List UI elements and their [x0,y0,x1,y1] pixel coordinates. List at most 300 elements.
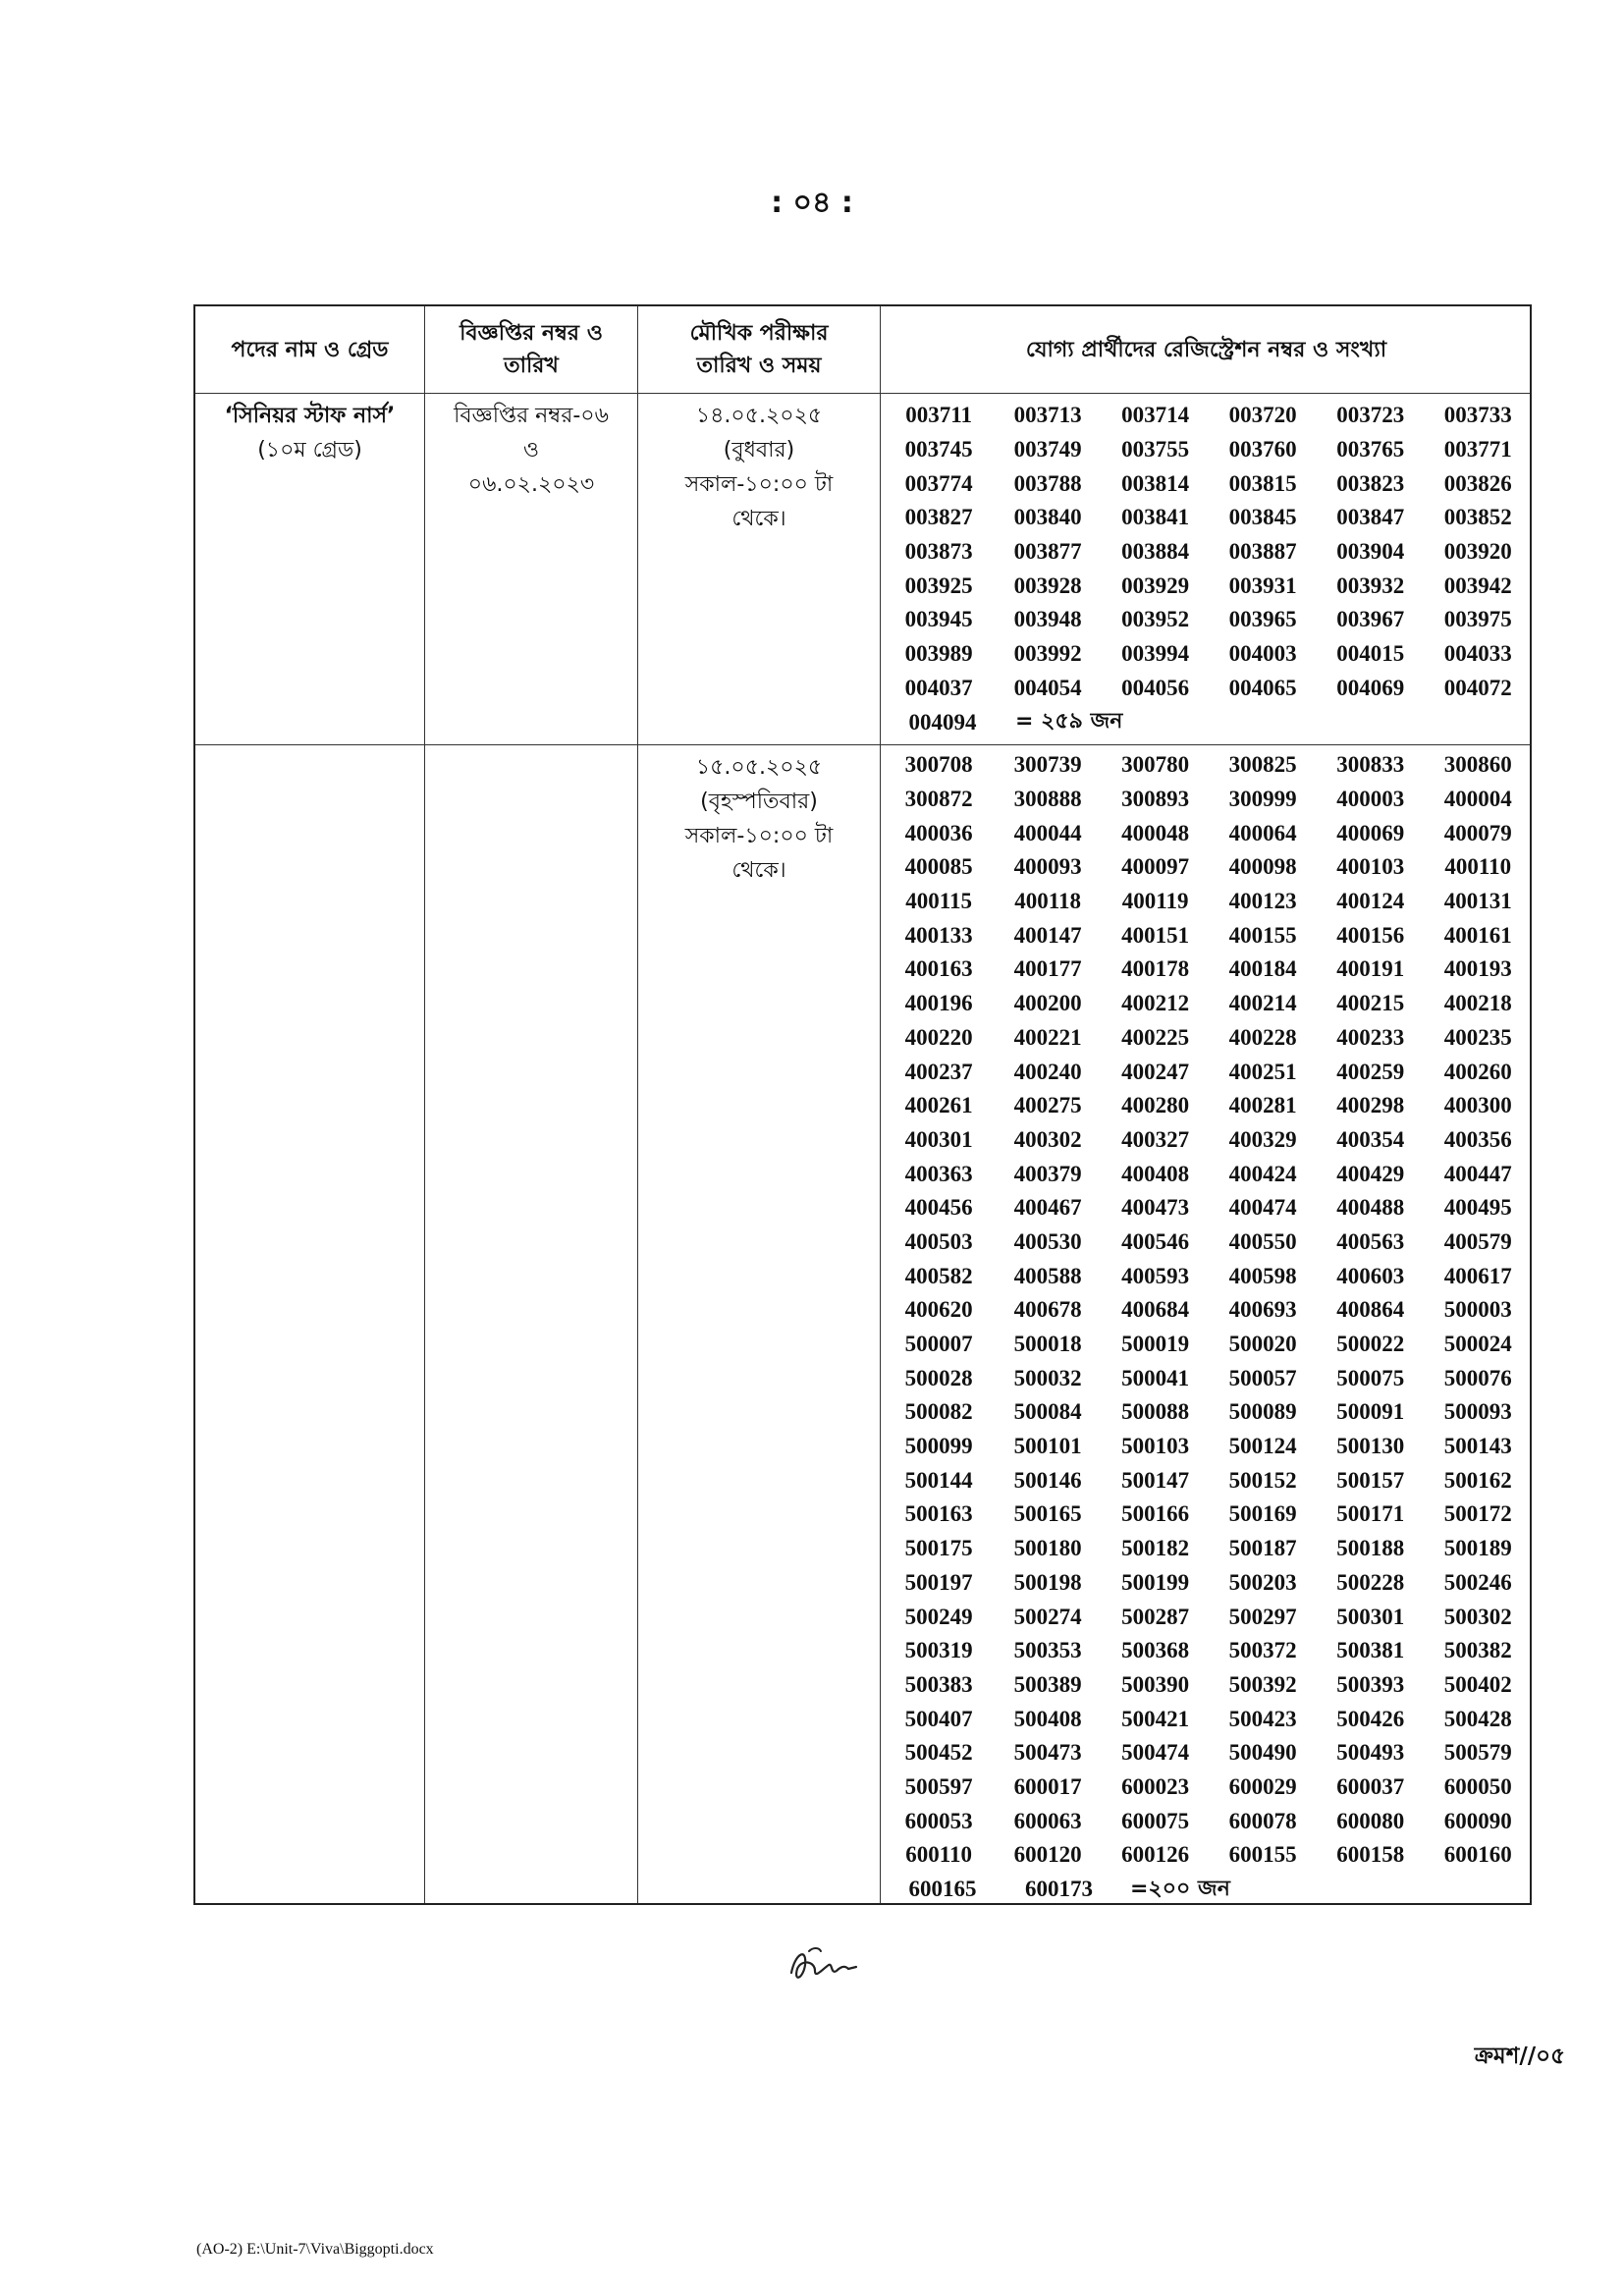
registration-number: 003989 [904,641,973,667]
registration-row [884,569,1532,603]
registration-number: 600037 [1336,1773,1405,1799]
registration-number: 400240 [1013,1059,1082,1084]
registration-number: 003952 [1121,607,1190,632]
registration-number: 400298 [1336,1093,1405,1118]
registration-number: 600080 [1336,1808,1405,1833]
registration-number: 500162 [1443,1467,1512,1493]
registration-number: 500082 [904,1399,973,1425]
registration-number: 004094 [908,709,977,735]
registration-row [884,1021,1532,1056]
registration-number: 500180 [1013,1536,1082,1561]
registration-number: 400474 [1228,1195,1297,1221]
viva-date: ১৪.০৫.২০২৫ [695,404,823,428]
registration-number: 300739 [1013,752,1082,778]
registration-number: 500093 [1443,1399,1512,1425]
registration-number: 003948 [1013,607,1082,632]
registration-number: 600126 [1121,1842,1190,1868]
file-path-footer: (AO-2) E:\Unit-7\Viva\Biggopti.docx [196,2241,434,2258]
registration-number: 500007 [904,1332,973,1357]
registration-number: 600090 [1443,1808,1512,1833]
registration-number: 500088 [1121,1399,1190,1425]
registration-number: 400429 [1336,1161,1405,1186]
registration-number: 500172 [1443,1501,1512,1527]
registration-number: 300833 [1336,752,1405,778]
registration-number: 400424 [1228,1161,1297,1186]
registration-number: 400147 [1013,922,1082,948]
registration-number: 500089 [1228,1399,1297,1425]
registration-number: 003925 [904,572,973,598]
registration-number: 400110 [1444,854,1512,880]
registration-number: 004033 [1443,641,1512,667]
registration-number: 500393 [1336,1671,1405,1697]
registration-number: 003928 [1013,572,1082,598]
registration-number: 500297 [1228,1604,1297,1629]
registration-number: 003965 [1228,607,1297,632]
registration-number: 003873 [904,539,973,565]
registration-number: 003826 [1443,470,1512,496]
registration-number: 400115 [905,889,973,914]
viva-from: থেকে। [731,507,786,531]
registration-number: 400579 [1443,1228,1512,1254]
registration-number: 600173 [1025,1877,1093,1902]
viva-from: থেকে। [731,858,786,883]
registration-number: 400354 [1336,1126,1405,1152]
registration-number: 003994 [1121,641,1190,667]
registration-number: 400221 [1013,1024,1082,1050]
registration-number: 400617 [1443,1263,1512,1288]
registration-number: 400048 [1121,820,1190,845]
viva-session-2 [638,750,880,888]
registration-number: 400302 [1013,1126,1082,1152]
registration-number: 500452 [904,1740,973,1766]
registration-number: 500423 [1228,1706,1297,1731]
registration-row [884,433,1532,467]
registration-row [884,1463,1532,1498]
registration-number: 004037 [904,675,973,700]
registration-number: 003884 [1121,539,1190,565]
registration-number: 400156 [1336,922,1405,948]
registration-number: 003877 [1013,539,1082,565]
registration-number: 500163 [904,1501,973,1527]
registration-row [884,1157,1532,1191]
registration-number: 003904 [1336,539,1405,565]
registration-number: 300888 [1013,787,1082,812]
registration-row [884,705,1532,739]
registration-number: 003852 [1443,505,1512,530]
registration-number: 004015 [1336,641,1405,667]
registration-number: 400495 [1443,1195,1512,1221]
registration-number: 400473 [1121,1195,1190,1221]
registration-number: 500143 [1443,1434,1512,1459]
registration-row [884,1089,1532,1123]
registration-number: 500402 [1443,1671,1512,1697]
registration-number: 400235 [1443,1024,1512,1050]
registration-row [884,466,1532,501]
registration-number: 003841 [1121,505,1190,530]
registration-number: 600158 [1336,1842,1405,1868]
registration-number: 500473 [1013,1740,1082,1766]
registration-number: 400098 [1228,854,1297,880]
registration-number: 400200 [1013,991,1082,1016]
registration-number: 400447 [1443,1161,1512,1186]
registration-number: 400155 [1228,922,1297,948]
registration-row [884,1498,1532,1532]
registration-number: 500020 [1228,1332,1297,1357]
registration-number: 500091 [1336,1399,1405,1425]
registration-row [884,1770,1532,1805]
registration-number: 400103 [1336,854,1405,880]
registration-number: 400151 [1121,922,1190,948]
registration-list-session-1 [884,399,1532,739]
registration-row [884,885,1532,919]
registration-number: 500426 [1336,1706,1405,1731]
registration-number: 003920 [1443,539,1512,565]
registration-number: 400133 [904,922,973,948]
registration-number: 003749 [1013,437,1082,463]
registration-number: 300780 [1121,752,1190,778]
page-number: : ০৪ : [771,186,853,220]
registration-number: 600155 [1228,1842,1297,1868]
registration-number: 400003 [1336,787,1405,812]
registration-number: 500169 [1228,1501,1297,1527]
registration-number: 003771 [1443,437,1512,463]
registration-number: 300999 [1228,787,1297,812]
registration-number: 400598 [1228,1263,1297,1288]
registration-number: 400280 [1121,1093,1190,1118]
registration-number: 500041 [1121,1365,1190,1390]
registration-number: 500421 [1121,1706,1190,1731]
registration-number: 500198 [1013,1569,1082,1595]
registration-number: 400546 [1121,1228,1190,1254]
registration-number: 003714 [1121,403,1190,428]
registration-number: 600023 [1121,1773,1190,1799]
registration-number: 500003 [1443,1297,1512,1323]
registration-number: 500407 [904,1706,973,1731]
registration-number: 400582 [904,1263,973,1288]
registration-number: 500389 [1013,1671,1082,1697]
header-divider [195,393,1530,394]
registration-number: 400467 [1013,1195,1082,1221]
registration-number: 500197 [904,1569,973,1595]
registration-number: 003932 [1336,572,1405,598]
viva-session-1 [638,399,880,536]
viva-date: ১৫.০৫.২০২৫ [695,755,823,780]
registration-number: 003814 [1121,470,1190,496]
registration-row [884,1838,1532,1873]
registration-row [884,1191,1532,1226]
registration-number: 600053 [904,1808,973,1833]
registration-number: 003931 [1228,572,1297,598]
registration-number: 500249 [904,1604,973,1629]
registration-number: 003720 [1228,403,1297,428]
registration-number: 400123 [1228,889,1297,914]
notice-number: বিজ্ঞপ্তির নম্বর-০৬ [454,404,609,428]
registration-number: 500024 [1443,1332,1512,1357]
registration-number: 500147 [1121,1467,1190,1493]
registration-row [884,1055,1532,1089]
registration-number: 500032 [1013,1365,1082,1390]
registration-number: 400069 [1336,820,1405,845]
column-divider [424,306,425,1903]
registration-number: 003942 [1443,572,1512,598]
registration-number: 300708 [904,752,973,778]
registration-number: 500301 [1336,1604,1405,1629]
registration-number: 500368 [1121,1638,1190,1663]
registration-number: 400131 [1443,889,1512,914]
registration-number: 500189 [1443,1536,1512,1561]
registration-row [884,918,1532,953]
notice-and: ও [522,438,540,463]
registration-row [884,1600,1532,1634]
post-name [195,399,424,467]
column-divider [880,306,881,1903]
registration-number: 400260 [1443,1059,1512,1084]
registration-number: 500287 [1121,1604,1190,1629]
registration-number: 500353 [1013,1638,1082,1663]
registration-number: 400220 [904,1024,973,1050]
registration-number: 400177 [1013,956,1082,982]
registration-row [884,1702,1532,1736]
registration-number: 400408 [1121,1161,1190,1186]
registration-row [884,850,1532,885]
registration-number: 400550 [1228,1228,1297,1254]
registration-number: 003723 [1336,403,1405,428]
registration-number: 003755 [1121,437,1190,463]
registration-number: 400301 [904,1126,973,1152]
column-divider [637,306,638,1903]
registration-row [884,1328,1532,1362]
registration-number: 500084 [1013,1399,1082,1425]
registration-number: 400563 [1336,1228,1405,1254]
registration-row [884,637,1532,672]
registration-number: 500171 [1336,1501,1405,1527]
registration-number: 400251 [1228,1059,1297,1084]
viva-day: (বৃহস্পতিবার) [700,790,818,814]
registration-number: 003745 [904,437,973,463]
registration-number: 400161 [1443,922,1512,948]
header-candidates: যোগ্য প্রার্থীদের রেজিস্ট্রেশন নম্বর ও সংখ্যা [1025,337,1387,362]
registration-row [884,1804,1532,1838]
registration-number: 400097 [1121,854,1190,880]
registration-number: 600160 [1443,1842,1512,1868]
registration-number: 400193 [1443,956,1512,982]
registration-number: 400233 [1336,1024,1405,1050]
viva-time: সকাল-১০:০০ টা [684,824,834,848]
registration-number: 400004 [1443,787,1512,812]
registration-number: 500493 [1336,1740,1405,1766]
post-title: ‘সিনিয়র স্টাফ নার্স’ [224,404,396,428]
registration-number: 500274 [1013,1604,1082,1629]
registration-row [884,1293,1532,1328]
registration-number: 600110 [905,1842,973,1868]
registration-row [884,603,1532,637]
registration-row [884,399,1532,433]
registration-row [884,1361,1532,1395]
registration-number: 500018 [1013,1332,1082,1357]
registration-number: 300825 [1228,752,1297,778]
registration-number: 400178 [1121,956,1190,982]
registration-number: 500392 [1228,1671,1297,1697]
registration-row [884,953,1532,987]
registration-number: 600165 [908,1877,977,1902]
registration-number: 400593 [1121,1263,1190,1288]
registration-number: 003823 [1336,470,1405,496]
registration-number: 400184 [1228,956,1297,982]
registration-number: 500165 [1013,1501,1082,1527]
registration-number: 003827 [904,505,973,530]
registration-row [884,783,1532,817]
registration-row [884,1873,1532,1907]
registration-number: 500203 [1228,1569,1297,1595]
registration-number: 400085 [904,854,973,880]
registration-number: 400036 [904,820,973,845]
registration-number: 400864 [1336,1297,1405,1323]
registration-number: 400456 [904,1195,973,1221]
registration-list-session-2 [884,748,1532,1906]
registration-number: 400329 [1228,1126,1297,1152]
registration-number: 400044 [1013,820,1082,845]
registration-number: 300893 [1121,787,1190,812]
registration-row [884,501,1532,535]
registration-number: 400356 [1443,1126,1512,1152]
registration-number: 003967 [1336,607,1405,632]
registration-number: 500428 [1443,1706,1512,1731]
registration-number: 003840 [1013,505,1082,530]
registration-number: 400588 [1013,1263,1082,1288]
registration-number: 500076 [1443,1365,1512,1390]
registration-number: 400228 [1228,1024,1297,1050]
registration-number: 500199 [1121,1569,1190,1595]
registration-number: 500579 [1443,1740,1512,1766]
viva-day: (বুধবার) [723,438,795,463]
registration-number: 500101 [1013,1434,1082,1459]
registration-number: 500166 [1121,1501,1190,1527]
registration-row [884,1123,1532,1158]
registration-number: 003788 [1013,470,1082,496]
continued-marker: ক্রমশ//০৫ [1474,2043,1565,2069]
registration-number: 400118 [1014,889,1081,914]
registration-number: 300872 [904,787,973,812]
signature [785,1939,874,1988]
registration-number: 500103 [1121,1434,1190,1459]
registration-number: 400064 [1228,820,1297,845]
registration-number: 500302 [1443,1604,1512,1629]
registration-number: 003774 [904,470,973,496]
session-divider [195,744,1530,745]
registration-number: 400261 [904,1093,973,1118]
registration-number: 003760 [1228,437,1297,463]
registration-number: 500057 [1228,1365,1297,1390]
registration-number: 400684 [1121,1297,1190,1323]
registration-number: 400212 [1121,991,1190,1016]
registration-number: 400218 [1443,991,1512,1016]
registration-row [884,748,1532,783]
registration-number: 500075 [1336,1365,1405,1390]
registration-row [884,1226,1532,1260]
registration-number: 400259 [1336,1059,1405,1084]
registration-number: 400237 [904,1059,973,1084]
registration-number: 400620 [904,1297,973,1323]
registration-number: 400327 [1121,1126,1190,1152]
registration-number: 400225 [1121,1024,1190,1050]
registration-row [884,1566,1532,1601]
registration-number: 400678 [1013,1297,1082,1323]
registration-row [884,1430,1532,1464]
registration-number: 500382 [1443,1638,1512,1663]
candidate-table [193,304,1532,1905]
registration-number: 400530 [1013,1228,1082,1254]
registration-number: 500383 [904,1671,973,1697]
registration-number: 400693 [1228,1297,1297,1323]
registration-row [884,1736,1532,1770]
header-post: পদের নাম ও গ্রেড [231,337,389,362]
registration-number: 500390 [1121,1671,1190,1697]
registration-number: 400503 [904,1228,973,1254]
registration-number: 500188 [1336,1536,1405,1561]
registration-number: 400119 [1121,889,1189,914]
registration-number: 500474 [1121,1740,1190,1766]
registration-number: 003815 [1228,470,1297,496]
registration-number: 004056 [1121,675,1190,700]
registration-number: 500597 [904,1773,973,1799]
registration-number: 400281 [1228,1093,1297,1118]
notice-info [425,399,637,502]
registration-number: 600063 [1013,1808,1082,1833]
registration-number: 400379 [1013,1161,1082,1186]
registration-number: 500372 [1228,1638,1297,1663]
registration-number: 600075 [1121,1808,1190,1833]
registration-number: 400215 [1336,991,1405,1016]
registration-number: 004072 [1443,675,1512,700]
post-grade: (১০ম গ্রেড) [257,438,362,463]
registration-number: 500381 [1336,1638,1405,1663]
registration-number: 500144 [904,1467,973,1493]
registration-number: 400275 [1013,1093,1082,1118]
registration-number: 003992 [1013,641,1082,667]
registration-number: 500028 [904,1365,973,1390]
registration-number: 003887 [1228,539,1297,565]
registration-number: 500182 [1121,1536,1190,1561]
registration-number: 400363 [904,1161,973,1186]
registration-number: 500187 [1228,1536,1297,1561]
registration-number: 500490 [1228,1740,1297,1766]
registration-number: 003845 [1228,505,1297,530]
registration-number: 500408 [1013,1706,1082,1731]
registration-number: 600078 [1228,1808,1297,1833]
registration-number: 003945 [904,607,973,632]
registration-row [884,1532,1532,1566]
registration-number: 500157 [1336,1467,1405,1493]
registration-number: 003733 [1443,403,1512,428]
registration-number: 004065 [1228,675,1297,700]
registration-row [884,1395,1532,1430]
registration-number: 003975 [1443,607,1512,632]
registration-number: 003929 [1121,572,1190,598]
registration-number: 500319 [904,1638,973,1663]
registration-number: 500022 [1336,1332,1405,1357]
registration-number: 004003 [1228,641,1297,667]
registration-number: 004069 [1336,675,1405,700]
registration-number: 500130 [1336,1434,1405,1459]
registration-number: 400124 [1336,889,1405,914]
registration-number: 400196 [904,991,973,1016]
registration-row [884,535,1532,570]
registration-number: 500099 [904,1434,973,1459]
registration-row [884,672,1532,706]
registration-row [884,987,1532,1021]
candidate-count: = ২৫৯ জন [1015,709,1123,735]
registration-number: 500124 [1228,1434,1297,1459]
